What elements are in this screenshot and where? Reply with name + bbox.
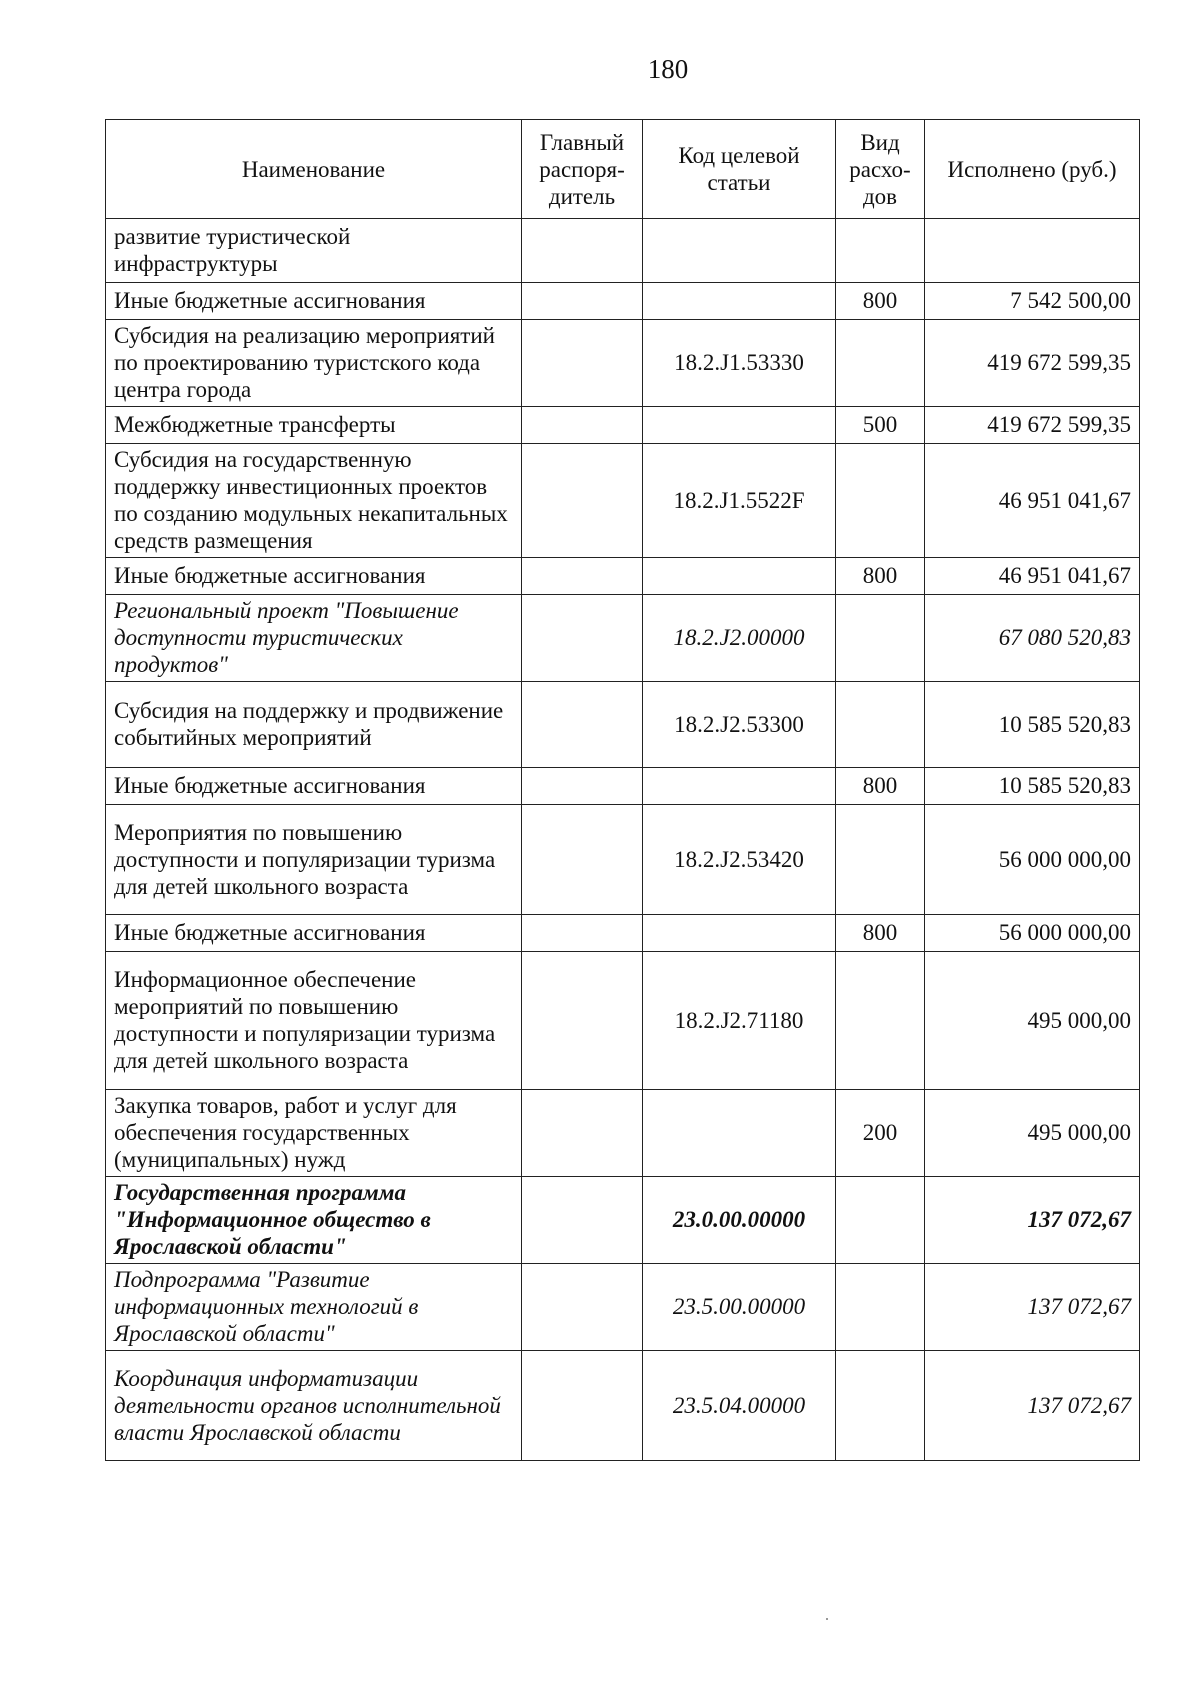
row-code-cell: 18.2.J1.5522F <box>643 444 836 558</box>
row-code-cell <box>643 283 836 320</box>
table-row <box>106 768 1140 805</box>
row-admin-cell <box>522 1351 643 1461</box>
row-amount-cell: 56 000 000,00 <box>925 805 1140 915</box>
row-amount-cell: 67 080 520,83 <box>925 595 1140 682</box>
table-row <box>106 1090 1140 1177</box>
row-admin-cell <box>522 407 643 444</box>
row-admin-cell <box>522 1090 643 1177</box>
row-admin-cell <box>522 558 643 595</box>
table-row <box>106 952 1140 1090</box>
header-kind: Вид расхо-дов <box>836 120 925 219</box>
row-name-cell: Межбюджетные трансферты <box>106 407 522 444</box>
row-code-cell: 23.0.00.00000 <box>643 1177 836 1264</box>
row-name-cell: Субсидия на реализацию мероприятий по проектированию туристского кода центра города <box>106 320 522 407</box>
row-kind-cell: 800 <box>836 283 925 320</box>
row-kind-cell <box>836 320 925 407</box>
row-name-cell: Иные бюджетные ассигнования <box>106 558 522 595</box>
row-amount-cell: 495 000,00 <box>925 1090 1140 1177</box>
table-row <box>106 682 1140 768</box>
table-row <box>106 915 1140 952</box>
row-name-cell: Иные бюджетные ассигнования <box>106 915 522 952</box>
row-amount-cell: 495 000,00 <box>925 952 1140 1090</box>
row-admin-cell <box>522 952 643 1090</box>
row-amount-cell: 10 585 520,83 <box>925 682 1140 768</box>
table-row <box>106 1264 1140 1351</box>
row-amount-cell <box>925 219 1140 283</box>
row-code-cell: 18.2.J1.53330 <box>643 320 836 407</box>
row-name-cell: Иные бюджетные ассигнования <box>106 283 522 320</box>
row-amount-cell: 56 000 000,00 <box>925 915 1140 952</box>
row-kind-cell: 800 <box>836 768 925 805</box>
table-row <box>106 1177 1140 1264</box>
page-number: 180 <box>647 54 689 84</box>
row-amount-cell: 46 951 041,67 <box>925 558 1140 595</box>
row-kind-cell <box>836 1177 925 1264</box>
row-name-cell: Координация информатизации деятельности органов исполнительной власти Ярославской области <box>106 1351 522 1461</box>
row-kind-cell: 800 <box>836 558 925 595</box>
row-admin-cell <box>522 915 643 952</box>
header-amount: Исполнено (руб.) <box>925 120 1140 219</box>
row-code-cell <box>643 219 836 283</box>
table-row <box>106 558 1140 595</box>
row-name-cell: Мероприятия по повышению доступности и популяризации туризма для детей школьного возраста <box>106 805 522 915</box>
row-code-cell: 18.2.J2.53420 <box>643 805 836 915</box>
row-name-cell: Подпрограмма "Развитие информационных технологий в Ярославской области" <box>106 1264 522 1351</box>
row-code-cell: 23.5.04.00000 <box>643 1351 836 1461</box>
table-row <box>106 407 1140 444</box>
row-admin-cell <box>522 283 643 320</box>
row-kind-cell <box>836 219 925 283</box>
table-header-row <box>106 120 1140 219</box>
table-row <box>106 805 1140 915</box>
row-name-cell: Субсидия на государственную поддержку инвестиционных проектов по созданию модульных некапитальных средств размещения <box>106 444 522 558</box>
row-kind-cell <box>836 595 925 682</box>
row-amount-cell: 7 542 500,00 <box>925 283 1140 320</box>
row-kind-cell: 500 <box>836 407 925 444</box>
budget-table <box>105 119 1140 1461</box>
row-admin-cell <box>522 320 643 407</box>
table-row <box>106 320 1140 407</box>
row-code-cell <box>643 768 836 805</box>
row-code-cell <box>643 407 836 444</box>
row-kind-cell <box>836 682 925 768</box>
row-admin-cell <box>522 219 643 283</box>
row-amount-cell: 10 585 520,83 <box>925 768 1140 805</box>
table-row <box>106 444 1140 558</box>
row-admin-cell <box>522 1177 643 1264</box>
row-amount-cell: 419 672 599,35 <box>925 407 1140 444</box>
table-row <box>106 219 1140 283</box>
row-name-cell: Субсидия на поддержку и продвижение событийных мероприятий <box>106 682 522 768</box>
scan-speck <box>826 1618 828 1620</box>
row-kind-cell <box>836 444 925 558</box>
row-admin-cell <box>522 595 643 682</box>
row-admin-cell <box>522 805 643 915</box>
row-name-cell: Закупка товаров, работ и услуг для обеспечения государственных (муниципальных) нужд <box>106 1090 522 1177</box>
row-admin-cell <box>522 682 643 768</box>
table-row <box>106 1351 1140 1461</box>
table-body <box>106 219 1140 1461</box>
row-admin-cell <box>522 444 643 558</box>
row-kind-cell: 200 <box>836 1090 925 1177</box>
row-code-cell: 23.5.00.00000 <box>643 1264 836 1351</box>
row-kind-cell <box>836 805 925 915</box>
table-row <box>106 595 1140 682</box>
row-kind-cell <box>836 1264 925 1351</box>
row-code-cell: 18.2.J2.71180 <box>643 952 836 1090</box>
row-name-cell: Региональный проект "Повышение доступности туристических продуктов" <box>106 595 522 682</box>
row-amount-cell: 137 072,67 <box>925 1177 1140 1264</box>
row-amount-cell: 419 672 599,35 <box>925 320 1140 407</box>
row-admin-cell <box>522 768 643 805</box>
row-kind-cell: 800 <box>836 915 925 952</box>
row-name-cell: Информационное обеспечение мероприятий по повышению доступности и популяризации туризма для детей школьного возраста <box>106 952 522 1090</box>
row-kind-cell <box>836 952 925 1090</box>
row-amount-cell: 137 072,67 <box>925 1264 1140 1351</box>
row-code-cell <box>643 1090 836 1177</box>
row-admin-cell <box>522 1264 643 1351</box>
row-kind-cell <box>836 1351 925 1461</box>
header-code: Код целевой статьи <box>643 120 836 219</box>
header-admin: Главный распоря-дитель <box>522 120 643 219</box>
row-amount-cell: 137 072,67 <box>925 1351 1140 1461</box>
header-name: Наименование <box>106 120 522 219</box>
row-name-cell: развитие туристической инфраструктуры <box>106 219 522 283</box>
row-code-cell <box>643 558 836 595</box>
table-row <box>106 283 1140 320</box>
row-name-cell: Иные бюджетные ассигнования <box>106 768 522 805</box>
row-code-cell <box>643 915 836 952</box>
row-amount-cell: 46 951 041,67 <box>925 444 1140 558</box>
row-code-cell: 18.2.J2.53300 <box>643 682 836 768</box>
row-code-cell: 18.2.J2.00000 <box>643 595 836 682</box>
row-name-cell: Государственная программа "Информационное общество в Ярославской области" <box>106 1177 522 1264</box>
